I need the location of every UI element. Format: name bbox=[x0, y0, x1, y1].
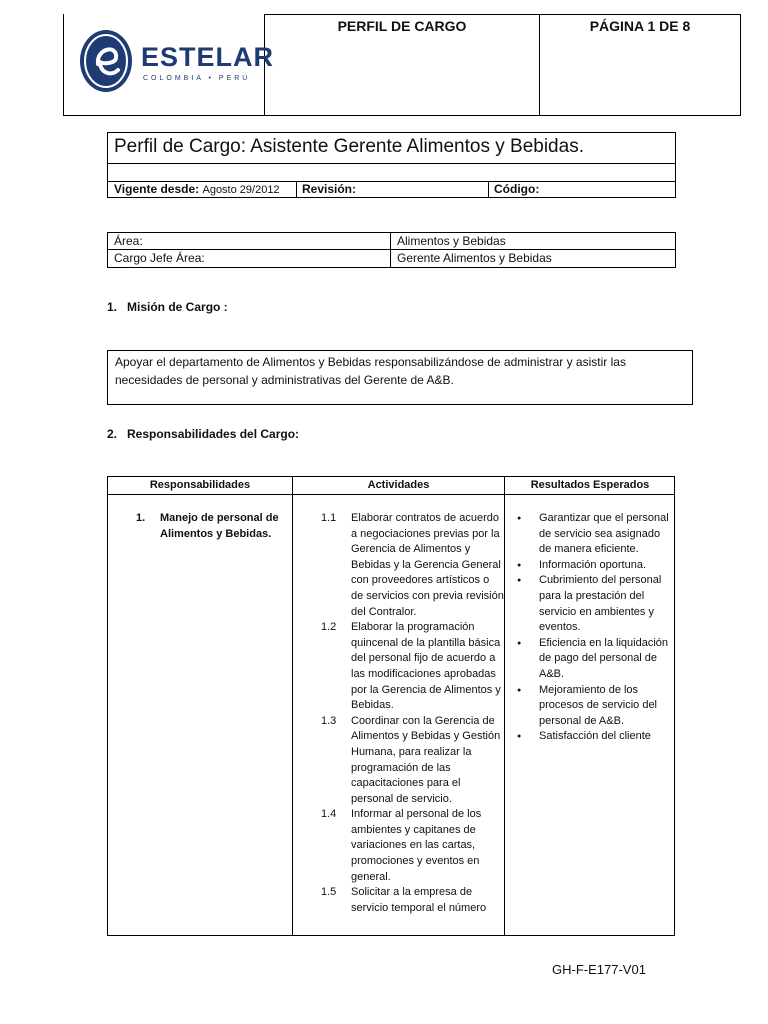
section2-heading: 2. Responsabilidades del Cargo: bbox=[107, 427, 300, 441]
logo-e-icon bbox=[78, 28, 136, 94]
logo-brand: ESTELAR bbox=[141, 42, 275, 72]
company-logo bbox=[76, 26, 275, 96]
activity-item: 1.1 Elaborar contratos de acuerdo a negociaciones previas por la Gerencia de Alimentos y Bebidas y la Gerencia General con proveedores artísticos o de servicios con previa revisión del Contralor. bbox=[321, 512, 504, 618]
result-item: ● Información oportuna. bbox=[513, 558, 675, 574]
activity-item: 1.5 Solicitar a la empresa de servicio temporal el número bbox=[321, 886, 487, 914]
activity-item: 1.2 Elaborar la programación quincenal de la plantilla básica del personal fijo de acuerdo a las modificaciones aprobadas por la Gerencia de Alimentos y Bebidas. bbox=[321, 621, 501, 712]
revision-label: Revisión: bbox=[302, 182, 357, 196]
col-header-actividades: Actividades bbox=[367, 479, 430, 491]
activity-item: 1.3 Coordinar con la Gerencia de Alimentos y Bebidas y Gestión Humana, para realizar la programación de las capacitaciones para el personal de servicio. bbox=[321, 714, 501, 805]
result-item: ● Eficiencia en la liquidación de pago del personal de A&B. bbox=[513, 636, 675, 683]
responsibility-item bbox=[136, 511, 286, 542]
area-label: Área: bbox=[107, 232, 391, 250]
responsibility-text: Manejo de personal de Alimentos y Bebidas. bbox=[160, 512, 279, 540]
results-list bbox=[513, 511, 675, 745]
area-value: Alimentos y Bebidas bbox=[390, 232, 676, 250]
col-header-resultados: Resultados Esperados bbox=[530, 479, 650, 491]
jefe-value: Gerente Alimentos y Bebidas bbox=[390, 249, 676, 268]
result-item: ● Garantizar que el personal de servicio sea asignado de manera eficiente. bbox=[513, 511, 675, 558]
logo-tagline: COLOMBIA • PERÚ bbox=[143, 75, 251, 82]
activity-item: 1.4 Informar al personal de los ambientes y capitanes de variaciones en las cartas, promociones y eventos en general. bbox=[321, 808, 482, 883]
jefe-label: Cargo Jefe Área: bbox=[107, 249, 391, 268]
codigo-label: Código: bbox=[494, 182, 540, 196]
footer-code: GH-F-E177-V01 bbox=[552, 962, 646, 977]
vigente-label: Vigente desde: bbox=[114, 182, 200, 196]
result-item: ● Satisfacción del cliente bbox=[513, 729, 675, 745]
responsibility-number: 1. bbox=[136, 512, 146, 524]
doc-type-label: PERFIL DE CARGO bbox=[337, 18, 467, 34]
activities-list bbox=[321, 511, 504, 916]
title-box bbox=[107, 132, 676, 198]
mission-box bbox=[107, 350, 693, 405]
mission-text: Apoyar el departamento de Alimentos y Bebidas responsabilizándose de administrar y asistir las necesidades de personal y administrativas del Gerente de A&B. bbox=[115, 355, 626, 387]
header-frame bbox=[0, 0, 768, 120]
responsibilities-table bbox=[107, 476, 675, 936]
result-item: ● Mejoramiento de los procesos de servicio del personal de A&B. bbox=[513, 683, 675, 730]
result-item: ● Cubrimiento del personal para la prestación del servicio en ambientes y eventos. bbox=[513, 573, 675, 635]
vigente-value: Agosto 29/2012 bbox=[202, 184, 280, 196]
page-title: Perfil de Cargo: Asistente Gerente Alimentos y Bebidas. bbox=[114, 136, 584, 157]
page-number: PÁGINA 1 DE 8 bbox=[589, 18, 691, 34]
section1-heading: 1. Misión de Cargo : bbox=[107, 300, 228, 314]
col-header-responsabilidades: Responsabilidades bbox=[149, 479, 251, 491]
vigente-row bbox=[114, 182, 280, 196]
